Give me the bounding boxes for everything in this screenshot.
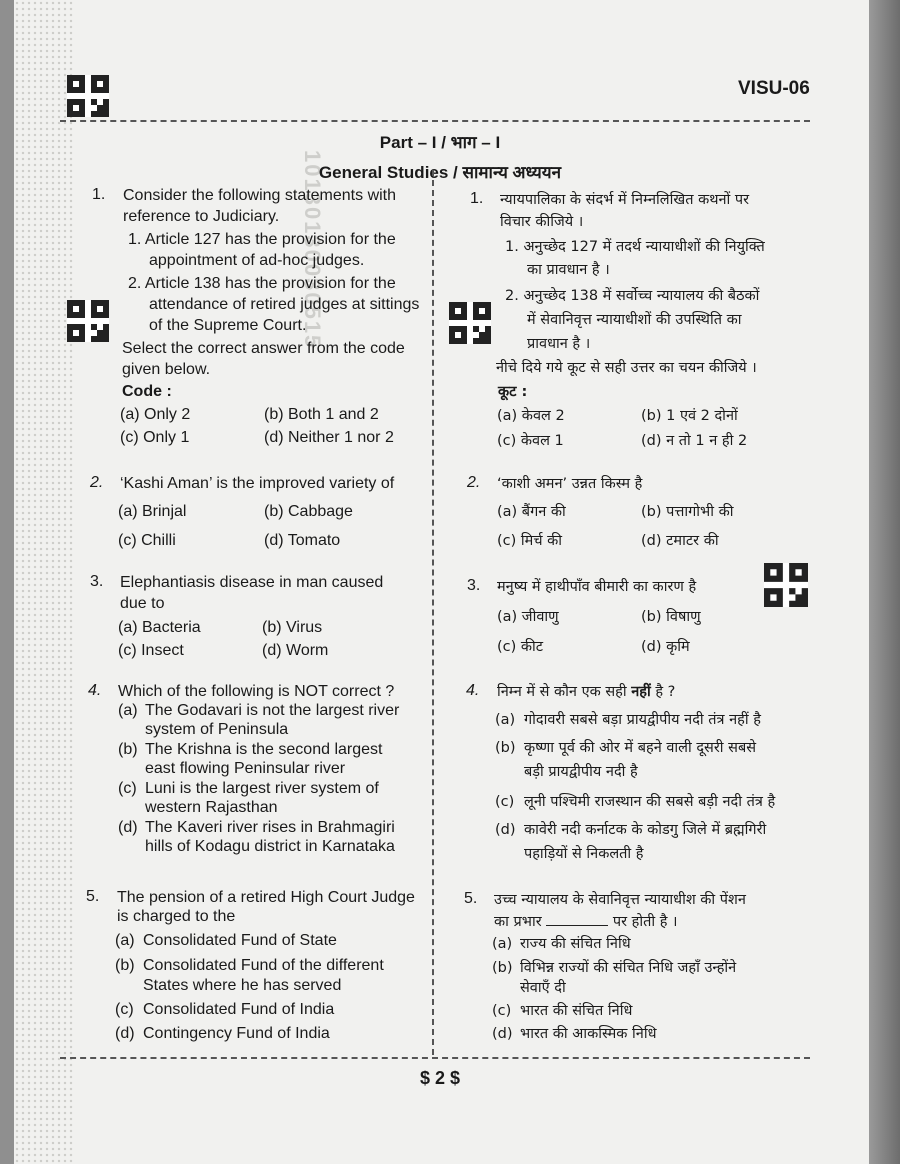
option: (b) Both 1 and 2 [264,406,379,423]
option: (b) पत्तागोभी की [641,504,734,520]
option-label: (a) [495,712,516,728]
statement-text: में सेवानिवृत्त न्यायाधीशों की उपस्थिति का [527,312,742,328]
option: (a) Bacteria [118,619,201,636]
qr-code-header-icon [67,75,109,117]
option-label: (b) [495,740,516,756]
question-number: 5. [86,888,100,905]
option-text: Consolidated Fund of India [143,1001,335,1018]
option: (c) मिर्च की [497,533,563,549]
option: (d) Worm [262,642,329,659]
option: (a) जीवाणु [497,609,559,625]
question-number: 1. [470,190,484,207]
option-label: (a) [115,932,135,949]
option: (c) केवल 1 [497,433,564,449]
option: (a) Only 2 [120,406,191,423]
option: (a) केवल 2 [497,408,565,424]
statement-text: का प्रावधान है । [527,262,610,278]
option-text: विभिन्न राज्यों की संचित निधि जहाँ उन्होंने [520,960,737,976]
question-text: The pension of a retired High Court Judge [117,889,415,906]
option-label: (d) [492,1026,513,1042]
question-text: ‘काशी अमन’ उन्नत किस्म है [497,476,643,492]
option-text: The Kaveri river rises in Brahmagiri [145,819,395,836]
instruction-text: नीचे दिये गये कूट से सही उत्तर का चयन कीजिये । [496,360,757,376]
option: (b) विषाणु [641,609,701,625]
option-text: लूनी पश्चिमी राजस्थान की सबसे बड़ी नदी तंत्र है [524,794,776,810]
question-number: 4. [88,682,102,699]
paper-code: VISU-06 [738,78,810,99]
option-label: (d) [495,822,516,838]
question-text: मनुष्य में हाथीपाँव बीमारी का कारण है [497,579,697,595]
option-text: Contingency Fund of India [143,1025,330,1042]
question-number: 3. [467,577,481,594]
option-text: Consolidated Fund of the different [143,957,384,974]
option: (c) कीट [497,639,544,655]
statement-text: appointment of ad-hoc judges. [149,252,365,269]
option-text: बड़ी प्रायद्वीपीय नदी है [524,764,638,780]
option: (c) Chilli [118,532,176,549]
option: (d) Neither 1 nor 2 [264,429,394,446]
subject-heading: General Studies / सामान्य अध्ययन [318,163,562,182]
question-number: 3. [90,573,104,590]
option-text: कृष्णा पूर्व की ओर में बहने वाली दूसरी सबसे [524,740,757,756]
question-text: न्यायपालिका के संदर्भ में निम्नलिखित कथनों पर [500,192,750,208]
question-number: 2. [467,474,481,491]
emphasis-not: नहीं [631,684,651,700]
option: (d) न तो 1 न ही 2 [641,433,748,449]
option-text: भारत की संचित निधि [520,1003,633,1019]
qr-code-en-q1-icon [67,300,109,342]
statement-text: attendance of retired judges at sittings [149,296,420,313]
option-text: भारत की आकस्मिक निधि [520,1026,657,1042]
option: (b) Cabbage [264,503,353,520]
question-text: Consider the following statements with [123,187,397,204]
option-label: (b) [118,741,138,758]
column-divider [432,170,434,1055]
option: (d) Tomato [264,532,341,549]
option: (b) 1 एवं 2 दोनों [641,408,738,424]
option-label: (d) [118,819,138,836]
qr-code-hi-q3-icon [764,563,808,607]
option-text: system of Peninsula [145,721,289,738]
question-text: उच्च न्यायालय के सेवानिवृत्त न्यायाधीश की पेंशन [494,892,746,908]
option: (a) Brinjal [118,503,187,520]
code-label: कूट : [498,384,528,400]
option-text: राज्य की संचित निधि [520,936,631,952]
option-text: Consolidated Fund of State [143,932,337,949]
question-text: reference to Judiciary. [123,208,280,225]
option-text: east flowing Peninsular river [145,760,346,777]
statement-text: 2. Article 138 has the provision for the [128,275,396,292]
question-text: का प्रभार पर होती है । [494,914,678,930]
option-label: (c) [118,780,137,797]
instruction-text: Select the correct answer from the code [122,340,405,357]
option-text: The Krishna is the second largest [145,741,383,758]
qr-code-hi-q1-icon [449,302,491,344]
option-label: (c) [495,794,515,810]
code-label: Code : [122,383,172,400]
option-text: The Godavari is not the largest river [145,702,400,719]
option-label: (b) [492,960,513,976]
question-number: 5. [464,890,478,907]
statement-text: of the Supreme Court. [149,317,307,334]
option-text: गोदावरी सबसे बड़ा प्रायद्वीपीय नदी तंत्र नहीं है [524,712,761,728]
option-text: सेवाएँ दी [520,980,566,996]
question-text: ‘Kashi Aman’ is the improved variety of [120,475,395,492]
option: (d) कृमि [641,639,690,655]
option: (b) Virus [262,619,323,636]
statement-text: 1. अनुच्छेद 127 में तदर्थ न्यायाधीशों की नियुक्ति [505,239,765,255]
statement-text: प्रावधान है । [527,336,591,352]
footer-rule [60,1057,810,1059]
instruction-text: given below. [122,361,211,378]
question-number: 2. [90,474,104,491]
option-label: (a) [118,702,138,719]
serial-watermark: 10130130030515 [300,150,325,350]
option-label: (d) [115,1025,135,1042]
option: (c) Only 1 [120,429,190,446]
option-text: पहाड़ियों से निकलती है [524,846,644,862]
answer-blank [546,925,608,926]
question-text: Elephantiasis disease in man caused [120,574,384,591]
question-text: विचार कीजिये । [500,214,584,230]
option-text: Luni is the largest river system of [145,780,379,797]
option: (a) बैंगन की [497,504,566,520]
question-number: 4. [466,682,480,699]
option-text: western Rajasthan [145,799,278,816]
statement-text: 1. Article 127 has the provision for the [128,231,396,248]
option: (d) टमाटर की [641,533,719,549]
option-text: कावेरी नदी कर्नाटक के कोडगु जिले में ब्रह्मगिरी [524,822,767,838]
option-text: hills of Kodagu district in Karnataka [145,838,395,855]
option-text: States where he has served [143,977,342,994]
page-number: $ 2 $ [419,1068,461,1088]
question-number: 1. [92,186,106,203]
option-label: (b) [115,957,135,974]
header-rule [60,120,810,122]
question-text: due to [120,595,165,612]
part-heading: Part – I / भाग – I [379,133,501,152]
option-label: (c) [492,1003,512,1019]
option: (c) Insect [118,642,184,659]
option-label: (a) [492,936,513,952]
statement-text: 2. अनुच्छेद 138 में सर्वोच्च न्यायालय की बैठकों [505,288,760,304]
question-text: is charged to the [117,908,236,925]
option-label: (c) [115,1001,134,1018]
question-text: निम्न में से कौन एक सही नहीं है ? [497,684,676,700]
question-text: Which of the following is NOT correct ? [118,683,395,700]
